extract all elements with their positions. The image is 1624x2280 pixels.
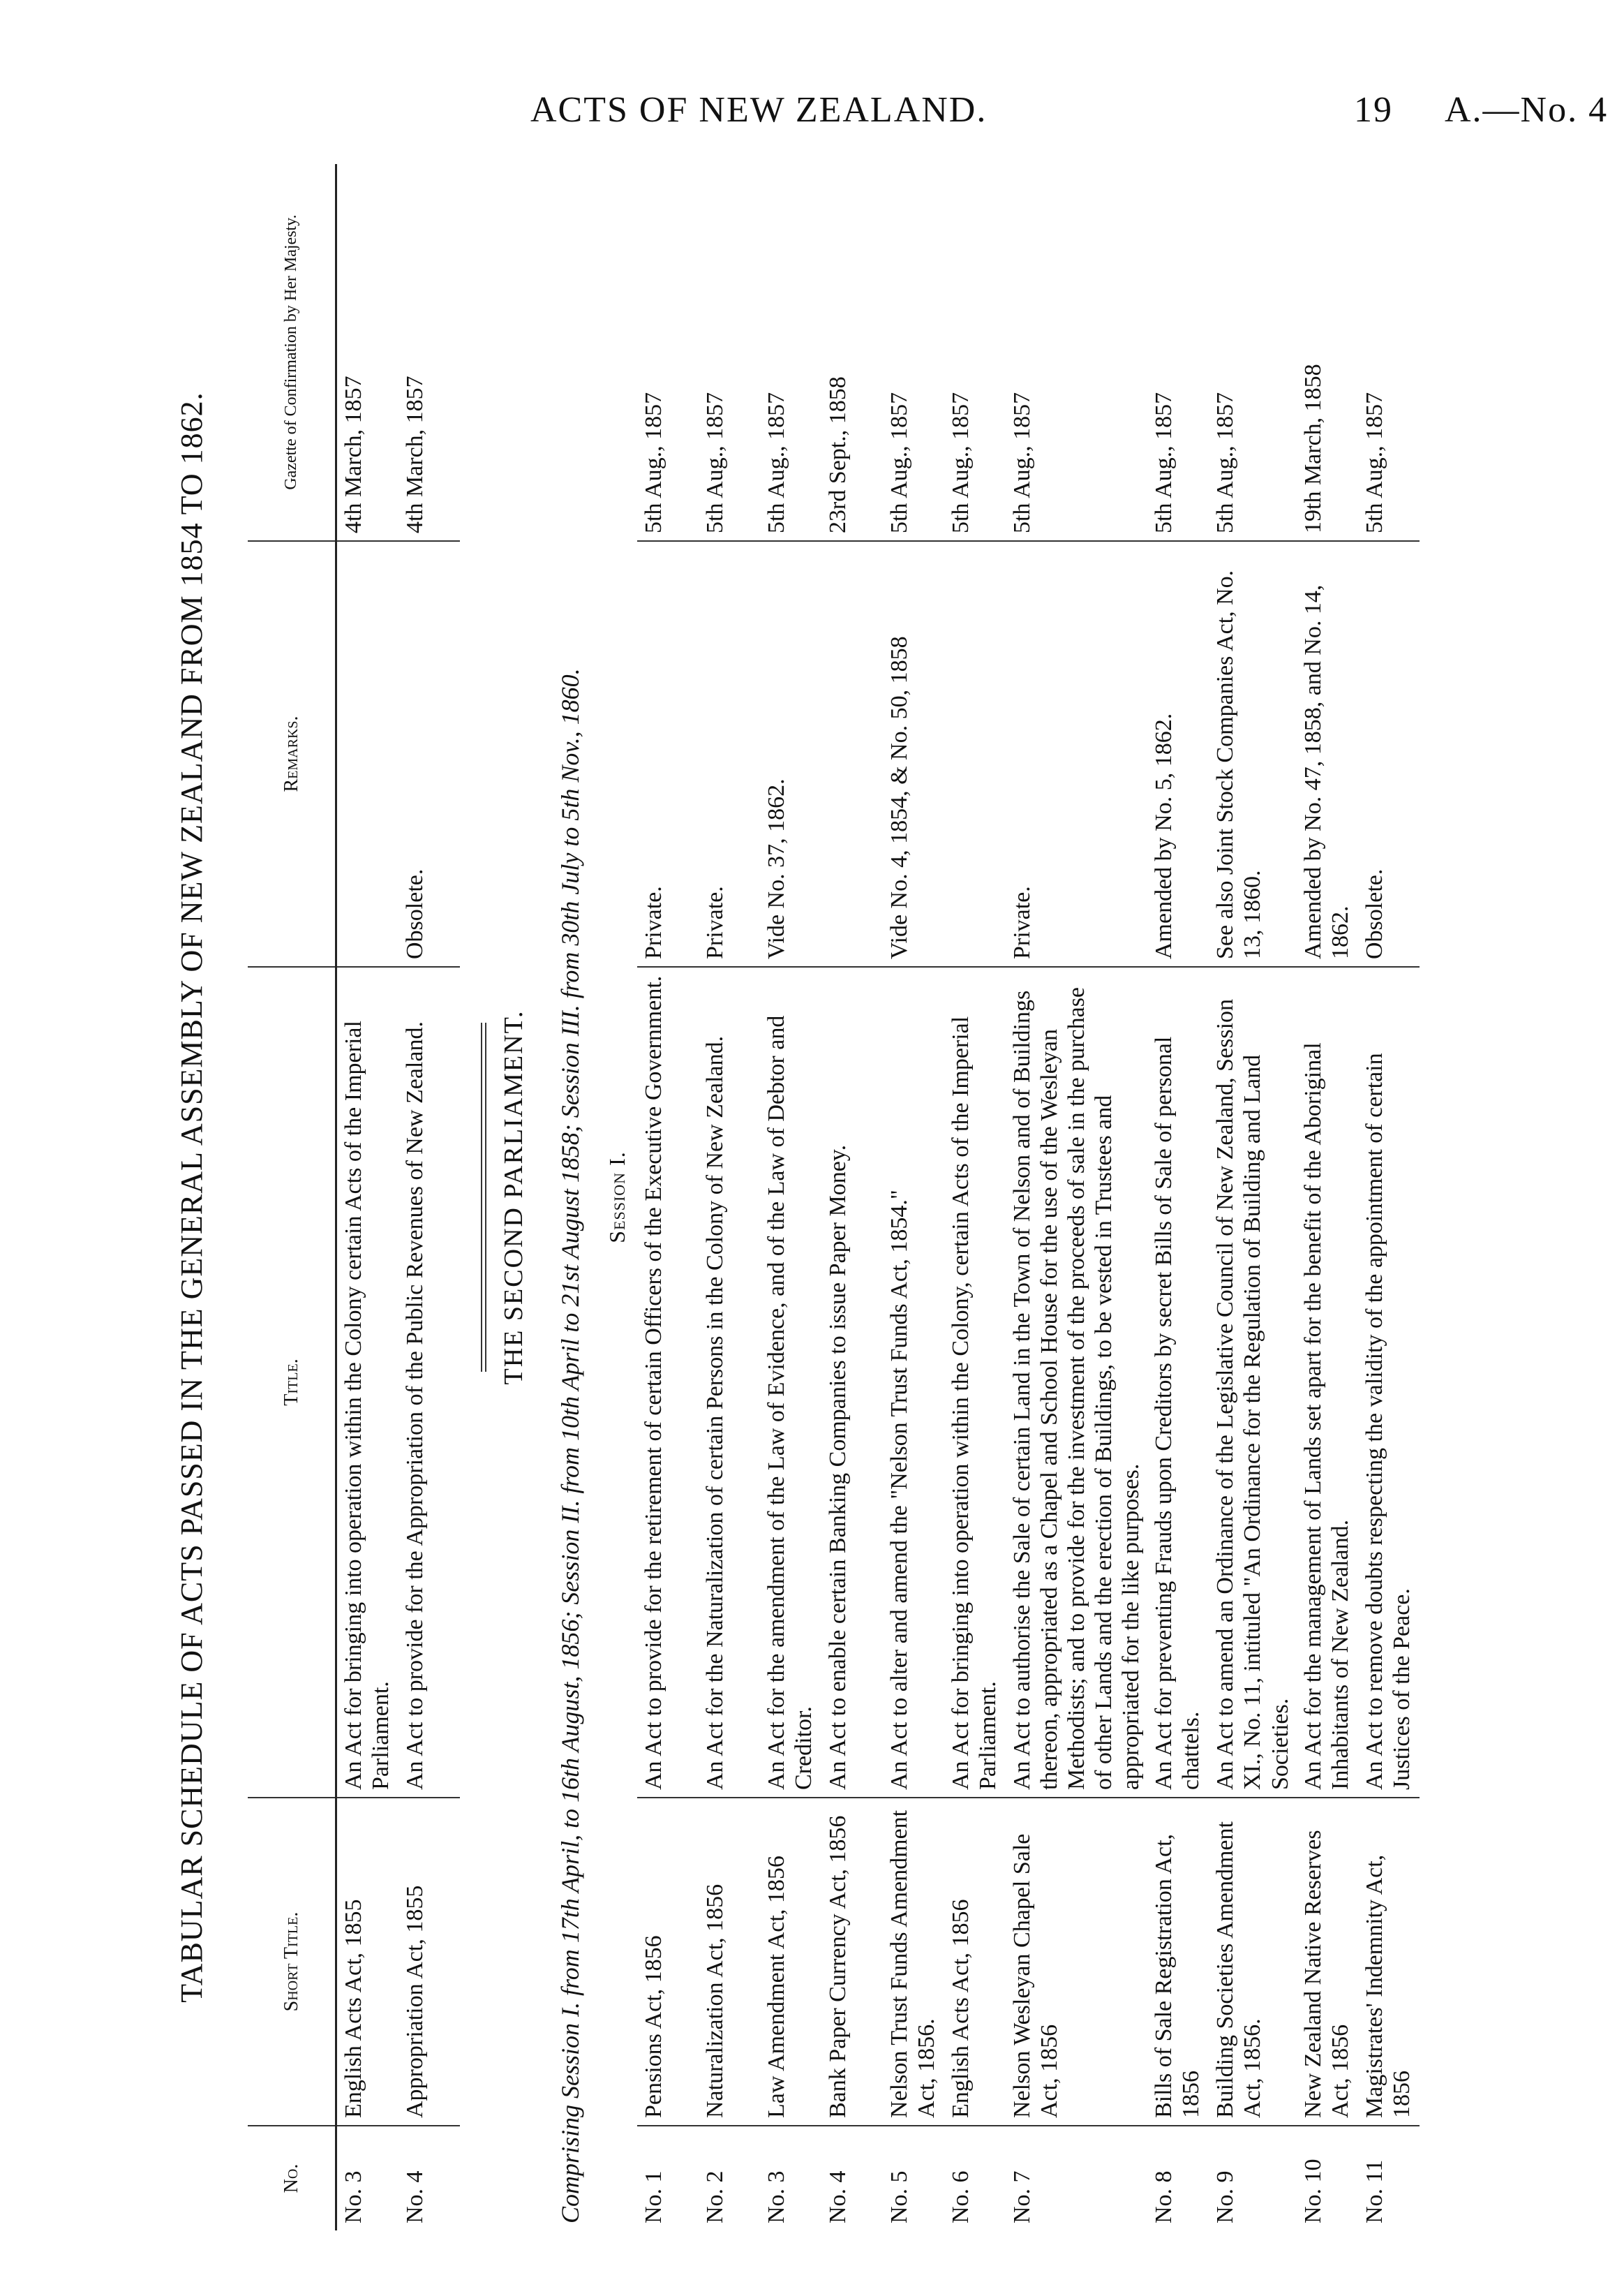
table-row: [1358, 164, 1420, 2230]
cell-no: No. 6: [944, 2126, 1006, 2230]
cell-title: An Act to provide for the Appropriation of the Public Revenues of New Zealand.: [398, 967, 460, 1798]
table-row: [944, 164, 1006, 2230]
cell-short-title: Bank Paper Currency Act, 1856: [821, 1798, 883, 2126]
schedule-block: [140, 164, 1466, 2230]
cell-remarks: Obsolete.: [398, 541, 460, 967]
cell-short-title: English Acts Act, 1855: [336, 1798, 399, 2126]
rows-first-parliament: [336, 164, 461, 2230]
cell-gazette: 5th Aug., 1857: [1151, 392, 1177, 533]
comprising-text: Comprising Session I. from 17th April, to 16th August, 1856; Session II. from 10th April to 21st August 1858; Session III. from 30th July to 5th Nov., 1860.: [556, 668, 584, 2223]
cell-title: An Act to amend an Ordinance of the Legislative Council of New Zealand, Session XI., No. 11, intituled "An Ordinance for the Regulation of Building and Land Societies.: [1209, 967, 1296, 1798]
cell-remarks: Obsolete.: [1358, 541, 1420, 967]
cell-short-title: New Zealand Native Reserves Act, 1856: [1297, 1798, 1358, 2126]
cell-remarks: Private.: [637, 541, 699, 967]
cell-title: An Act to provide for the retirement of certain Officers of the Executive Government.: [637, 967, 699, 1798]
cell-short-title: Magistrates' Indemnity Act, 1856: [1358, 1798, 1420, 2126]
cell-remarks: Vide No. 37, 1862.: [760, 541, 821, 967]
cell-gazette: 4th March, 1857: [402, 376, 428, 533]
cell-short-title: Pensions Act, 1856: [637, 1798, 699, 2126]
cell-no: No. 7: [1006, 2126, 1147, 2230]
parliament-heading: THE SECOND PARLIAMENT.: [499, 1009, 528, 1385]
cell-title: An Act for bringing into operation within the Colony certain Acts of the Imperial Parliament.: [336, 967, 399, 1798]
cell-short-title: Nelson Wesleyan Chapel Sale Act, 1856: [1006, 1798, 1147, 2126]
cell-gazette: 5th Aug., 1857: [701, 392, 728, 533]
running-title: ACTS OF NEW ZEALAND.: [530, 90, 988, 130]
cell-short-title: Bills of Sale Registration Act, 1856: [1147, 1798, 1209, 2126]
col-header-no: No.: [248, 2126, 336, 2230]
cell-no: No. 4: [398, 2126, 460, 2230]
cell-remarks: Amended by No. 47, 1858, and No. 14, 1862.: [1297, 541, 1358, 967]
double-rule: [481, 1023, 486, 1372]
cell-remarks: Vide No. 4, 1854, & No. 50, 1858: [883, 541, 944, 967]
cell-remarks: [336, 541, 399, 967]
cell-no: No. 1: [637, 2126, 699, 2230]
rows-second-parliament: [637, 164, 1420, 2230]
cell-title: An Act to authorise the Sale of certain Land in the Town of Nelson and of Buildings thereon, appropriated as a Chapel and School House for the use of the Wesleyan Methodists; and to provide for the investment of the proceeds of sale in the purchase of other Lands and the erection of Buildings, to be vested in Trustees and appropriated for the like purposes.: [1006, 967, 1147, 1798]
cell-remarks: See also Joint Stock Companies Act, No. 13, 1860.: [1209, 541, 1296, 967]
table-row: [883, 164, 944, 2230]
header-row: [248, 164, 336, 2230]
cell-no: No. 10: [1297, 2126, 1358, 2230]
document-reference: A.—No. 4: [1445, 90, 1609, 130]
cell-title: An Act for preventing Frauds upon Creditors by secret Bills of Sale of personal chattels.: [1147, 967, 1209, 1798]
table-row: [1147, 164, 1209, 2230]
table-row: [1006, 164, 1147, 2230]
cell-title: An Act for bringing into operation within the Colony, certain Acts of the Imperial Parliament.: [944, 967, 1006, 1798]
cell-gazette: 5th Aug., 1857: [886, 392, 912, 533]
col-header-remarks: Remarks.: [248, 541, 336, 967]
cell-short-title: Law Amendment Act, 1856: [760, 1798, 821, 2126]
cell-gazette: 4th March, 1857: [341, 376, 366, 533]
cell-remarks: Private.: [1006, 541, 1147, 967]
cell-remarks: Amended by No. 5, 1862.: [1147, 541, 1209, 967]
cell-no: No. 3: [760, 2126, 821, 2230]
cell-gazette: 5th Aug., 1857: [763, 392, 789, 533]
table-caption: TABULAR SCHEDULE OF ACTS PASSED IN THE GENERAL ASSEMBLY OF NEW ZEALAND FROM 1854 TO 1862.: [174, 392, 209, 2003]
cell-title: An Act to alter and amend the "Nelson Trust Funds Act, 1854.": [883, 967, 944, 1798]
rotated-table-region: [140, 164, 1466, 2230]
cell-short-title: Building Societies Amendment Act, 1856.: [1209, 1798, 1296, 2126]
page-header: [0, 0, 1624, 161]
comprising-row: [544, 164, 597, 2230]
cell-short-title: Naturalization Act, 1856: [699, 1798, 760, 2126]
acts-schedule-table: [248, 164, 1420, 2230]
parliament-section: [460, 164, 637, 2230]
cell-remarks: [944, 541, 1006, 967]
cell-no: No. 3: [336, 2126, 399, 2230]
cell-remarks: [821, 541, 883, 967]
table-row: [336, 164, 399, 2230]
cell-short-title: English Acts Act, 1856: [944, 1798, 1006, 2126]
page-number: 19: [1354, 90, 1393, 130]
table-row: [760, 164, 821, 2230]
table-row: [1209, 164, 1296, 2230]
cell-gazette: 5th Aug., 1857: [947, 392, 974, 533]
col-header-gazette: Gazette of Confirmation by Her Majesty.: [248, 164, 336, 541]
cell-gazette: 5th Aug., 1857: [1008, 392, 1035, 533]
table-row: [821, 164, 883, 2230]
session-heading-row: [597, 164, 637, 2230]
cell-gazette: 5th Aug., 1857: [1361, 392, 1387, 533]
cell-gazette: 19th March, 1858: [1299, 364, 1326, 533]
cell-no: No. 11: [1358, 2126, 1420, 2230]
cell-title: An Act to enable certain Banking Companies to issue Paper Money.: [821, 967, 883, 1798]
cell-no: No. 4: [821, 2126, 883, 2230]
col-header-short-title: Short Title.: [248, 1798, 336, 2126]
cell-remarks: Private.: [699, 541, 760, 967]
col-header-title: Title.: [248, 967, 336, 1798]
table-row: [699, 164, 760, 2230]
cell-gazette: 5th Aug., 1857: [1212, 392, 1239, 533]
cell-short-title: Nelson Trust Funds Amendment Act, 1856.: [883, 1798, 944, 2126]
cell-title: An Act for the management of Lands set apart for the benefit of the Aboriginal Inhabitants of New Zealand.: [1297, 967, 1358, 1798]
table-row: [637, 164, 699, 2230]
cell-title: An Act for the amendment of the Law of Evidence, and of the Law of Debtor and Creditor.: [760, 967, 821, 1798]
cell-no: No. 8: [1147, 2126, 1209, 2230]
cell-gazette: 5th Aug., 1857: [640, 392, 666, 533]
cell-no: No. 2: [699, 2126, 760, 2230]
cell-gazette: 23rd Sept., 1858: [824, 376, 851, 533]
cell-short-title: Appropriation Act, 1855: [398, 1798, 460, 2126]
cell-no: No. 9: [1209, 2126, 1296, 2230]
cell-no: No. 5: [883, 2126, 944, 2230]
table-row: [398, 164, 460, 2230]
session-heading: Session I.: [604, 1151, 630, 1243]
table-row: [1297, 164, 1358, 2230]
cell-title: An Act to remove doubts respecting the validity of the appointment of certain Justices of the Peace.: [1358, 967, 1420, 1798]
parliament-heading-row: [460, 164, 544, 2230]
cell-title: An Act for the Naturalization of certain Persons in the Colony of New Zealand.: [699, 967, 760, 1798]
